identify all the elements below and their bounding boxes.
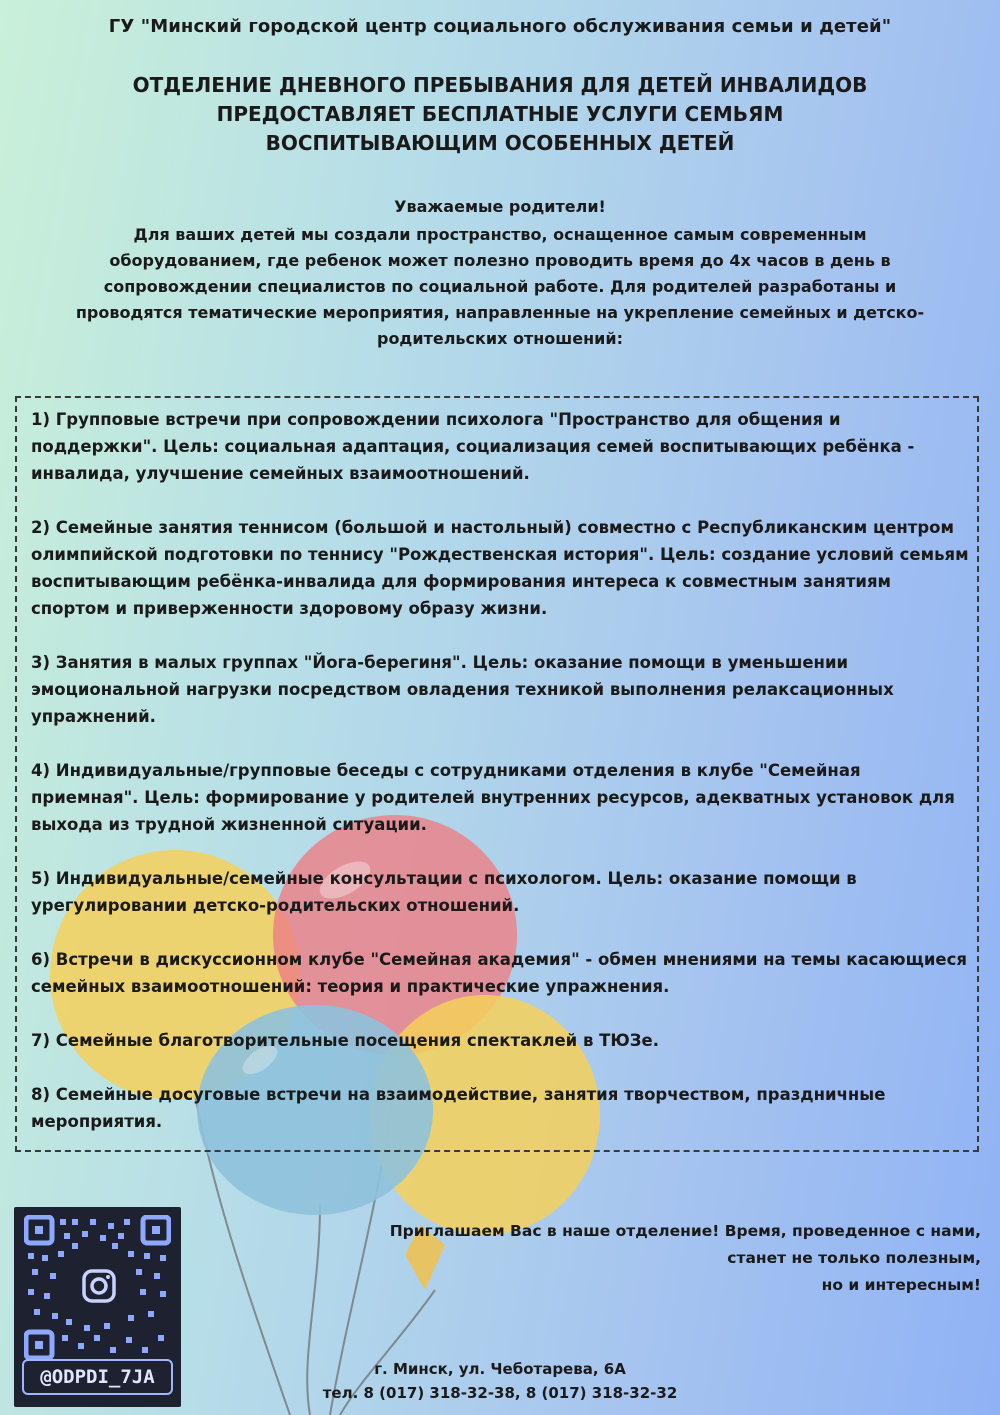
organization-name: ГУ "Минский городской центр социального обслуживания семьи и детей" [108,16,892,37]
address: г. Минск, ул. Чеботарева, 6А [374,1360,626,1378]
invitation-line-1: Приглашаем Вас в наше отделение! Время, проведенное с нами, [389,1222,981,1240]
headline-line-3: ВОСПИТЫВАЮЩИМ ОСОБЕННЫХ ДЕТЕЙ [265,131,735,155]
service-item: 3) Занятия в малых группах "Йога-берегиня". Цель: оказание помощи в уменьшении эмоциональной нагрузки посредством овладения техникой выполнения релаксационных упражнений. [31,653,894,726]
instagram-qr-card[interactable] [14,1207,181,1407]
service-item: 6) Встречи в дискуссионном клубе "Семейная академия" - обмен мнениями на темы касающиеся семейных взаимоотношений: теория и практические упражнения. [31,950,967,996]
services-box [15,396,979,1152]
qr-code-icon [24,1215,171,1360]
service-item: 1) Групповые встречи при сопровождении психолога "Пространство для общения и поддержки". Цель: социальная адаптация, социализация семей воспитывающих ребёнка - инвалида, улучшение семейных взаимоотношений. [31,410,915,483]
invitation-text [301,1218,981,1299]
service-item: 2) Семейные занятия теннисом (большой и настольный) совместно с Республиканским центром олимпийской подготовки по теннису "Рождественская история". Цель: создание условий семьям воспитывающим ребёнка-инвалида для формирования интереса к совместным занятиям спортом и приверженности здоровому образу жизни. [31,518,969,618]
greeting-title: Уважаемые родители! [394,197,606,216]
service-item: 4) Индивидуальные/групповые беседы с сотрудниками отделения в клубе "Семейная приемная". Цель: формирование у родителей внутренних ресурсов, адекватных установок для выхода из трудной жизненной ситуации. [31,761,955,834]
headline [0,71,1000,158]
instagram-handle[interactable]: @ODPDI_7JA [22,1359,173,1395]
service-item: 5) Индивидуальные/семейные консультации с психологом. Цель: оказание помощи в урегулировании детско-родительских отношений. [31,869,857,915]
instagram-icon [80,1267,118,1305]
services-list [31,406,971,1162]
service-item: 7) Семейные благотворительные посещения спектаклей в ТЮЗе. [31,1031,659,1050]
headline-line-2: ПРЕДОСТАВЛЯЕТ БЕСПЛАТНЫЕ УСЛУГИ СЕМЬЯМ [216,102,784,126]
service-item: 8) Семейные досуговые встречи на взаимодействие, занятия творчеством, праздничные мероприятия. [31,1085,886,1131]
phone-numbers: тел. 8 (017) 318-32-38, 8 (017) 318-32-32 [322,1384,678,1402]
contacts [320,1357,680,1405]
invitation-line-2: станет не только полезным, [727,1249,981,1267]
greeting-text: Для ваших детей мы создали пространство, оснащенное самым современным оборудованием, где ребенок может полезно проводить время до 4х часов в день в сопровождении специалистов по социальной работе. Для родителей разработаны и проводятся тематические мероприятия, направленные на укрепление семейных и детско-родительских отношений: [75,225,925,348]
headline-line-1: ОТДЕЛЕНИЕ ДНЕВНОГО ПРЕБЫВАНИЯ ДЛЯ ДЕТЕЙ ИНВАЛИДОВ [132,73,868,97]
invitation-line-3: но и интересным! [821,1276,981,1294]
